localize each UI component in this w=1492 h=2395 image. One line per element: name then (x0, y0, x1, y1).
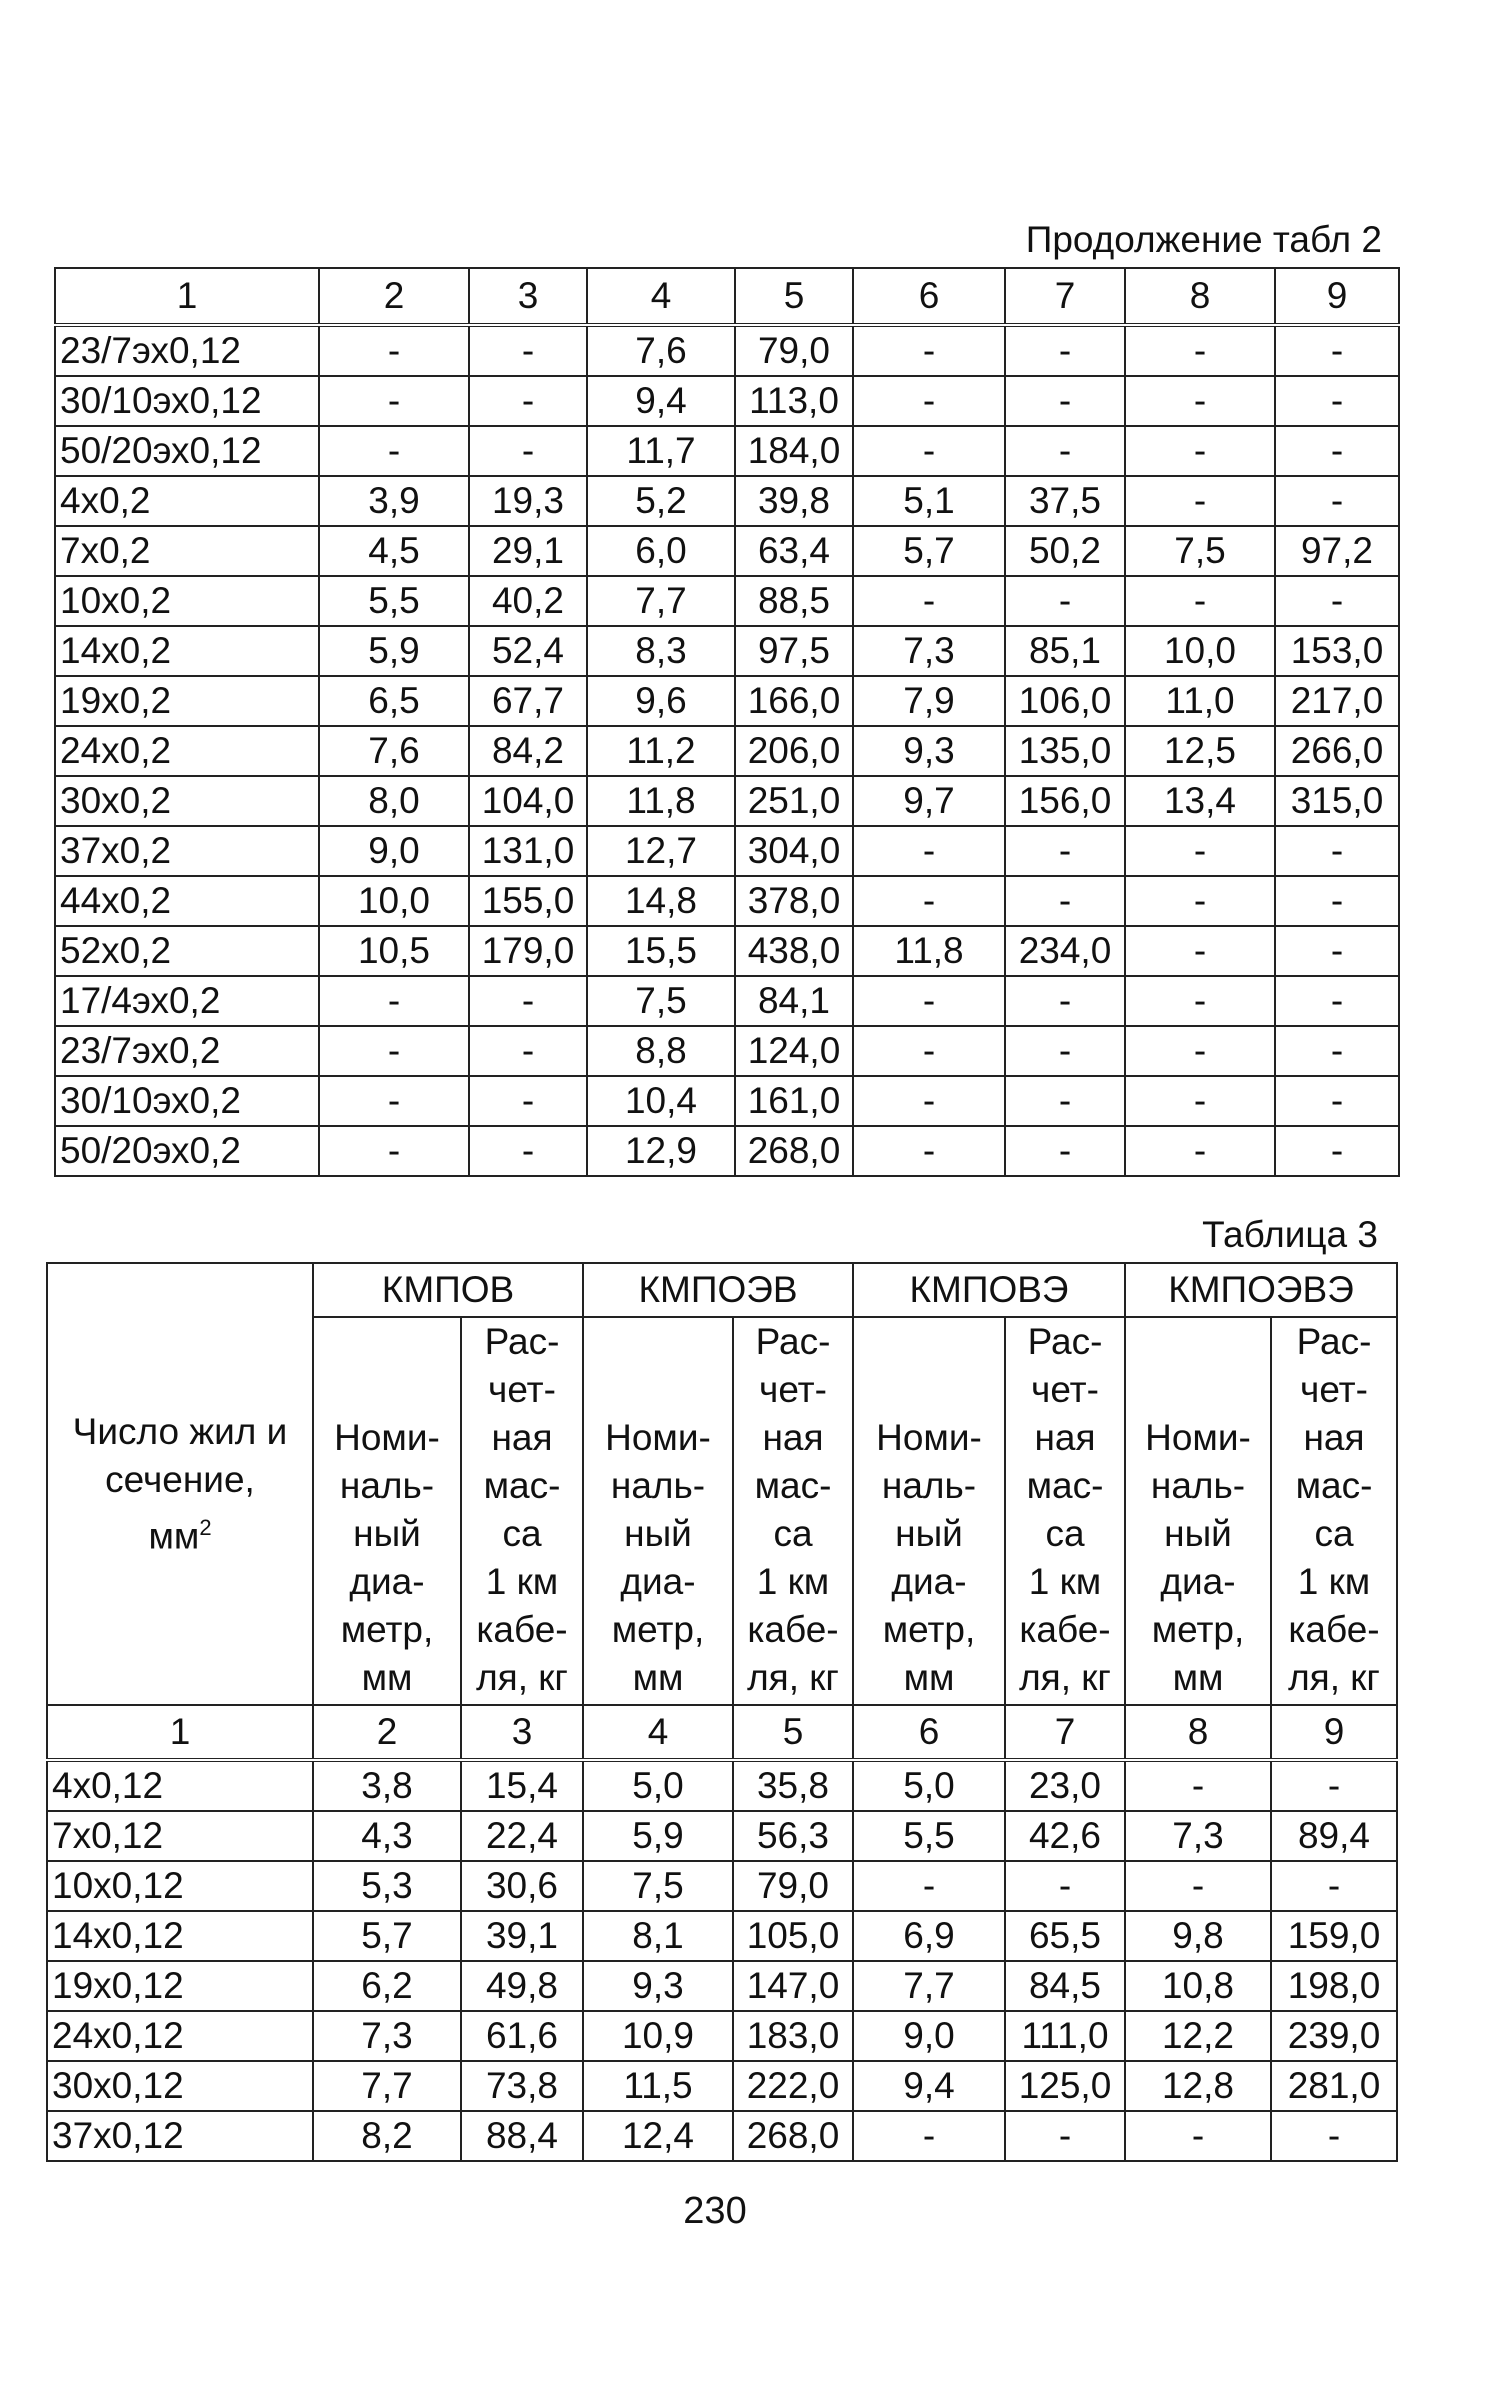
table-cell: - (1005, 1076, 1125, 1126)
row-label-cell: 19х0,12 (47, 1961, 313, 2011)
table-cell: 156,0 (1005, 776, 1125, 826)
table-cell: - (469, 376, 587, 426)
table-cell: - (469, 976, 587, 1026)
table-cell: 7,7 (853, 1961, 1005, 2011)
group-kmpoev: КМПОЭВ (583, 1263, 853, 1317)
table-cell: 73,8 (461, 2061, 583, 2111)
table-cell: - (1275, 826, 1399, 876)
table3-caption: Таблица 3 (1202, 1214, 1378, 1255)
table-cell: 9,4 (853, 2061, 1005, 2111)
table-cell: 35,8 (733, 1760, 853, 1811)
table-cell: 5,2 (587, 476, 735, 526)
table-cell: 7,3 (313, 2011, 461, 2061)
table-cell: - (319, 376, 469, 426)
table-row (55, 826, 1399, 876)
table-cell: 88,4 (461, 2111, 583, 2161)
table2-caption: Продолжение табл 2 (1025, 219, 1382, 260)
sub-diameter: Номи- наль- ный диа- метр, мм (853, 1317, 1005, 1705)
group-kmpov: КМПОВ (313, 1263, 583, 1317)
table-cell: 6,9 (853, 1911, 1005, 1961)
table2-header-row (55, 268, 1399, 325)
table-row (47, 1760, 1397, 1811)
table-cell: 9 (1271, 1705, 1397, 1760)
table-cell: 7,6 (587, 325, 735, 376)
table-row (47, 2011, 1397, 2061)
table-cell: 166,0 (735, 676, 853, 726)
table-cell: - (1271, 1760, 1397, 1811)
sub-mass: Рас- чет- ная мас- са 1 км кабе- ля, кг (733, 1317, 853, 1705)
table-cell: 6,2 (313, 1961, 461, 2011)
table-cell: 7,5 (587, 976, 735, 1026)
table-cell: - (1005, 1861, 1125, 1911)
row-header-text: Число жил и сечение, мм (72, 1410, 288, 1557)
table-cell: - (1125, 376, 1275, 426)
table-cell: 268,0 (733, 2111, 853, 2161)
table-cell: 39,8 (735, 476, 853, 526)
table-cell: 5,7 (853, 526, 1005, 576)
page-number: 230 (683, 2190, 747, 2232)
table-cell: 97,2 (1275, 526, 1399, 576)
table-cell: - (1125, 325, 1275, 376)
row-label-cell: 10х0,2 (55, 576, 319, 626)
table-cell: - (1275, 876, 1399, 926)
table-cell: 6,0 (587, 526, 735, 576)
group-kmpove: КМПОВЭ (853, 1263, 1125, 1317)
table-cell: - (1005, 576, 1125, 626)
table-cell: 315,0 (1275, 776, 1399, 826)
row-label-cell: 10х0,12 (47, 1861, 313, 1911)
table-cell: 7 (1005, 268, 1125, 325)
table-cell: - (319, 976, 469, 1026)
table3-group-row (47, 1263, 1397, 1317)
table-cell: 52,4 (469, 626, 587, 676)
table-cell: - (1271, 1861, 1397, 1911)
sub-mass: Рас- чет- ная мас- са 1 км кабе- ля, кг (461, 1317, 583, 1705)
table-cell: - (853, 426, 1005, 476)
table-row (55, 1076, 1399, 1126)
row-label-cell: 50/20эх0,2 (55, 1126, 319, 1176)
sub-mass: Рас- чет- ная мас- са 1 км кабе- ля, кг (1005, 1317, 1125, 1705)
table-cell: - (853, 325, 1005, 376)
table-cell: 12,7 (587, 826, 735, 876)
table-cell: - (319, 1126, 469, 1176)
row-label-cell: 30х0,2 (55, 776, 319, 826)
table-cell: 9,3 (853, 726, 1005, 776)
table-cell: 40,2 (469, 576, 587, 626)
table-cell: - (469, 1026, 587, 1076)
table-cell: 14,8 (587, 876, 735, 926)
table-cell: 239,0 (1271, 2011, 1397, 2061)
table-row (47, 2111, 1397, 2161)
row-label-cell: 30х0,12 (47, 2061, 313, 2111)
table-cell: - (1125, 1076, 1275, 1126)
table-cell: 104,0 (469, 776, 587, 826)
table-cell: - (1125, 976, 1275, 1026)
table-cell: 8 (1125, 1705, 1271, 1760)
table-cell: 7,3 (853, 626, 1005, 676)
table-cell: 106,0 (1005, 676, 1125, 726)
table-cell: - (1125, 1026, 1275, 1076)
table-cell: - (319, 1076, 469, 1126)
table-cell: 7,3 (1125, 1811, 1271, 1861)
table-cell: 61,6 (461, 2011, 583, 2061)
table-cell: 111,0 (1005, 2011, 1125, 2061)
table-cell: - (1275, 576, 1399, 626)
table-cell: 131,0 (469, 826, 587, 876)
table-cell: 9,0 (319, 826, 469, 876)
table3-number-row (47, 1705, 1397, 1760)
table-cell: - (1005, 2111, 1125, 2161)
table-cell: 266,0 (1275, 726, 1399, 776)
table-cell: 6 (853, 1705, 1005, 1760)
table-cell: 155,0 (469, 876, 587, 926)
table-cell: 10,5 (319, 926, 469, 976)
table-cell: 11,8 (853, 926, 1005, 976)
table-cell: 4 (583, 1705, 733, 1760)
table-cell: - (1125, 1126, 1275, 1176)
table-cell: - (1005, 1126, 1125, 1176)
table-cell: 5,9 (319, 626, 469, 676)
table-cell: 7,7 (313, 2061, 461, 2111)
row-label-cell: 23/7эх0,2 (55, 1026, 319, 1076)
table-cell: 22,4 (461, 1811, 583, 1861)
table-row (55, 476, 1399, 526)
table-cell: - (853, 1861, 1005, 1911)
table-cell: - (1125, 476, 1275, 526)
table-row (55, 926, 1399, 976)
row-label-cell: 19х0,2 (55, 676, 319, 726)
table-cell: 198,0 (1271, 1961, 1397, 2011)
row-label-cell: 44х0,2 (55, 876, 319, 926)
table-row (55, 676, 1399, 726)
table-row (47, 1961, 1397, 2011)
table-cell: 84,2 (469, 726, 587, 776)
row-label-cell: 30/10эх0,12 (55, 376, 319, 426)
row-label-cell: 23/7эх0,12 (55, 325, 319, 376)
table-cell: - (1125, 1760, 1271, 1811)
table-cell: 12,2 (1125, 2011, 1271, 2061)
table-cell: 3 (461, 1705, 583, 1760)
table-cell: 13,4 (1125, 776, 1275, 826)
table-cell: 88,5 (735, 576, 853, 626)
table-cell: - (1005, 876, 1125, 926)
table-cell: 9,0 (853, 2011, 1005, 2061)
table-cell: - (853, 576, 1005, 626)
table-cell: - (1275, 1126, 1399, 1176)
table3 (46, 1262, 1398, 2162)
table-cell: 8 (1125, 268, 1275, 325)
table-cell: - (1275, 476, 1399, 526)
table-cell: 124,0 (735, 1026, 853, 1076)
table-cell: - (1275, 1026, 1399, 1076)
table-cell: 251,0 (735, 776, 853, 826)
table-cell: 11,2 (587, 726, 735, 776)
table-cell: - (319, 426, 469, 476)
table-cell: 10,9 (583, 2011, 733, 2061)
table-cell: 113,0 (735, 376, 853, 426)
table-cell: 105,0 (733, 1911, 853, 1961)
table-row (55, 776, 1399, 826)
table-cell: - (1275, 926, 1399, 976)
table-cell: - (853, 1026, 1005, 1076)
table-cell: 217,0 (1275, 676, 1399, 726)
table-cell: 10,8 (1125, 1961, 1271, 2011)
table-row (55, 526, 1399, 576)
table-cell: 56,3 (733, 1811, 853, 1861)
table-cell: 49,8 (461, 1961, 583, 2011)
table-cell: 3,8 (313, 1760, 461, 1811)
table-cell: 11,0 (1125, 676, 1275, 726)
table-cell: 9,6 (587, 676, 735, 726)
table-cell: 5,1 (853, 476, 1005, 526)
row-label-cell: 17/4эх0,2 (55, 976, 319, 1026)
table-cell: 10,4 (587, 1076, 735, 1126)
table-cell: 183,0 (733, 2011, 853, 2061)
table-cell: 7,9 (853, 676, 1005, 726)
table-cell: - (1005, 376, 1125, 426)
sub-diameter: Номи- наль- ный диа- метр, мм (583, 1317, 733, 1705)
table-cell: 8,3 (587, 626, 735, 676)
table-cell: - (469, 1076, 587, 1126)
table-cell: 6,5 (319, 676, 469, 726)
table-cell: - (853, 376, 1005, 426)
table-row (55, 726, 1399, 776)
table-row (55, 626, 1399, 676)
table-cell: 5,0 (853, 1760, 1005, 1811)
table-cell: 7,6 (319, 726, 469, 776)
table-cell: 30,6 (461, 1861, 583, 1911)
table-cell: - (1005, 325, 1125, 376)
row-label-cell: 52х0,2 (55, 926, 319, 976)
table-cell: 161,0 (735, 1076, 853, 1126)
row-label-cell: 4х0,2 (55, 476, 319, 526)
table-cell: 5,9 (583, 1811, 733, 1861)
table-cell: - (1005, 1026, 1125, 1076)
row-label-cell: 7х0,2 (55, 526, 319, 576)
table-cell: - (1125, 926, 1275, 976)
table-cell: 42,6 (1005, 1811, 1125, 1861)
table-cell: 2 (313, 1705, 461, 1760)
table-cell: 234,0 (1005, 926, 1125, 976)
table-cell: - (319, 1026, 469, 1076)
table-cell: 39,1 (461, 1911, 583, 1961)
table-cell: 23,0 (1005, 1760, 1125, 1811)
table-cell: - (1125, 1861, 1271, 1911)
table-cell: 85,1 (1005, 626, 1125, 676)
table-cell: - (319, 325, 469, 376)
table-cell: 304,0 (735, 826, 853, 876)
table-cell: 89,4 (1271, 1811, 1397, 1861)
table-cell: 125,0 (1005, 2061, 1125, 2111)
table-cell: - (1275, 325, 1399, 376)
table-cell: 84,5 (1005, 1961, 1125, 2011)
row-label-cell: 37х0,12 (47, 2111, 313, 2161)
table-cell: 3,9 (319, 476, 469, 526)
table-cell: 19,3 (469, 476, 587, 526)
table-cell: 9,7 (853, 776, 1005, 826)
table-cell: 4,3 (313, 1811, 461, 1861)
table3-row-header (47, 1263, 313, 1705)
table-cell: 7 (1005, 1705, 1125, 1760)
table-cell: 9 (1275, 268, 1399, 325)
table-cell: - (1125, 2111, 1271, 2161)
table-cell: - (1275, 426, 1399, 476)
table-cell: 7,5 (583, 1861, 733, 1911)
table-cell: 7,5 (1125, 526, 1275, 576)
table-cell: 10,0 (319, 876, 469, 926)
table-cell: 15,4 (461, 1760, 583, 1811)
table-cell: 29,1 (469, 526, 587, 576)
sub-diameter: Номи- наль- ный диа- метр, мм (1125, 1317, 1271, 1705)
table-cell: - (853, 1076, 1005, 1126)
table-cell: 12,4 (583, 2111, 733, 2161)
table-cell: - (469, 426, 587, 476)
table-cell: - (1125, 826, 1275, 876)
table-row (55, 325, 1399, 376)
table-cell: 11,8 (587, 776, 735, 826)
table-cell: 8,0 (319, 776, 469, 826)
table-cell: 9,4 (587, 376, 735, 426)
sub-mass: Рас- чет- ная мас- са 1 км кабе- ля, кг (1271, 1317, 1397, 1705)
table-cell: - (1125, 576, 1275, 626)
row-header-sup: 2 (199, 1514, 212, 1540)
table-cell: 5,3 (313, 1861, 461, 1911)
table-cell: - (853, 976, 1005, 1026)
table-cell: 37,5 (1005, 476, 1125, 526)
row-label-cell: 7х0,12 (47, 1811, 313, 1861)
table-cell: - (853, 2111, 1005, 2161)
table-cell: 9,3 (583, 1961, 733, 2011)
table-cell: - (1125, 876, 1275, 926)
table-cell: 79,0 (733, 1861, 853, 1911)
table-cell: 438,0 (735, 926, 853, 976)
table-cell: 5,5 (319, 576, 469, 626)
table-cell: 67,7 (469, 676, 587, 726)
row-label-cell: 1 (55, 268, 319, 325)
table-cell: 4 (587, 268, 735, 325)
table-cell: 4,5 (319, 526, 469, 576)
table-cell: 2 (319, 268, 469, 325)
table-cell: 222,0 (733, 2061, 853, 2111)
table-cell: 11,5 (583, 2061, 733, 2111)
table-cell: 5 (733, 1705, 853, 1760)
table-cell: 7,7 (587, 576, 735, 626)
table-row (47, 1911, 1397, 1961)
table-cell: - (853, 826, 1005, 876)
table-cell: - (1275, 376, 1399, 426)
row-label-cell: 1 (47, 1705, 313, 1760)
sub-diameter: Номи- наль- ный диа- метр, мм (313, 1317, 461, 1705)
table-cell: 50,2 (1005, 526, 1125, 576)
table-cell: 12,5 (1125, 726, 1275, 776)
table-cell: 268,0 (735, 1126, 853, 1176)
table-cell: 65,5 (1005, 1911, 1125, 1961)
table-row (55, 576, 1399, 626)
table-cell: 378,0 (735, 876, 853, 926)
row-label-cell: 24х0,12 (47, 2011, 313, 2061)
table-cell: 9,8 (1125, 1911, 1271, 1961)
table-cell: 5,7 (313, 1911, 461, 1961)
table-cell: - (1005, 826, 1125, 876)
table-cell: - (1271, 2111, 1397, 2161)
table-row (55, 426, 1399, 476)
table-cell: - (469, 325, 587, 376)
table-cell: 97,5 (735, 626, 853, 676)
table-cell: 10,0 (1125, 626, 1275, 676)
table-cell: 5,5 (853, 1811, 1005, 1861)
row-label-cell: 24х0,2 (55, 726, 319, 776)
table-cell: - (853, 876, 1005, 926)
table-cell: 8,1 (583, 1911, 733, 1961)
table-cell: 184,0 (735, 426, 853, 476)
table-cell: 179,0 (469, 926, 587, 976)
table-cell: 135,0 (1005, 726, 1125, 776)
table-cell: - (469, 1126, 587, 1176)
table-cell: - (1005, 426, 1125, 476)
table-cell: 12,9 (587, 1126, 735, 1176)
table-cell: - (1125, 426, 1275, 476)
table-cell: 5,0 (583, 1760, 733, 1811)
table-cell: 84,1 (735, 976, 853, 1026)
table-cell: 11,7 (587, 426, 735, 476)
table-cell: 3 (469, 268, 587, 325)
table2 (54, 267, 1400, 1177)
row-label-cell: 4х0,12 (47, 1760, 313, 1811)
row-label-cell: 50/20эх0,12 (55, 426, 319, 476)
group-kmpoeve: КМПОЭВЭ (1125, 1263, 1397, 1317)
table-cell: 8,8 (587, 1026, 735, 1076)
row-label-cell: 30/10эх0,2 (55, 1076, 319, 1126)
table-cell: 15,5 (587, 926, 735, 976)
row-label-cell: 14х0,12 (47, 1911, 313, 1961)
table-cell: 6 (853, 268, 1005, 325)
table-row (55, 1126, 1399, 1176)
row-label-cell: 14х0,2 (55, 626, 319, 676)
row-label-cell: 37х0,2 (55, 826, 319, 876)
table-cell: 5 (735, 268, 853, 325)
table-row (47, 2061, 1397, 2111)
table-cell: - (1275, 1076, 1399, 1126)
table-cell: 153,0 (1275, 626, 1399, 676)
table-cell: 159,0 (1271, 1911, 1397, 1961)
table-row (47, 1861, 1397, 1911)
table-cell: 8,2 (313, 2111, 461, 2161)
table-cell: 79,0 (735, 325, 853, 376)
table-cell: - (1005, 976, 1125, 1026)
table-cell: 63,4 (735, 526, 853, 576)
table-row (55, 1026, 1399, 1076)
table-row (55, 976, 1399, 1026)
table-cell: 12,8 (1125, 2061, 1271, 2111)
table-row (55, 376, 1399, 426)
table-row (55, 876, 1399, 926)
table-cell: 147,0 (733, 1961, 853, 2011)
table-cell: 281,0 (1271, 2061, 1397, 2111)
table-cell: - (853, 1126, 1005, 1176)
table-cell: 206,0 (735, 726, 853, 776)
table-cell: - (1275, 976, 1399, 1026)
table-row (47, 1811, 1397, 1861)
